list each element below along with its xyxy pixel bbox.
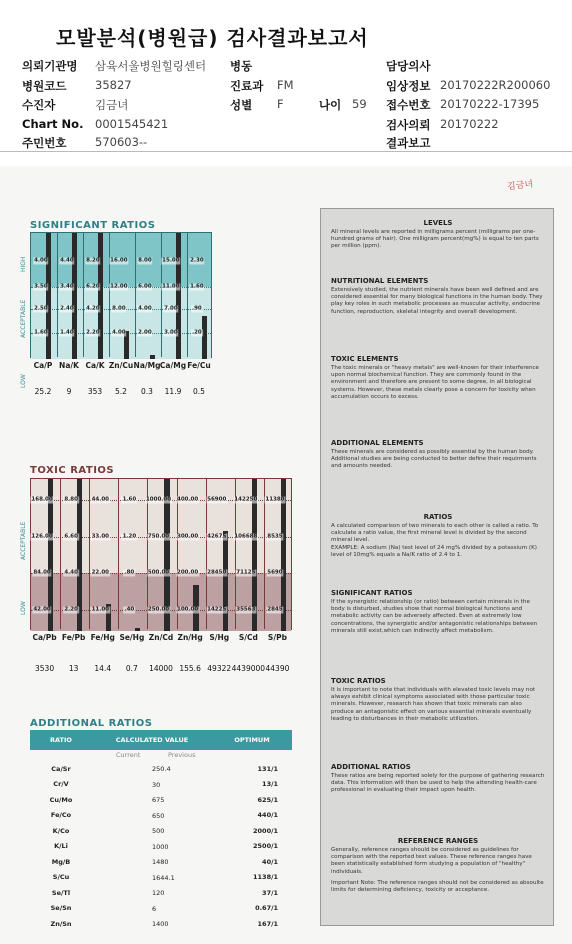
request-label: 검사의뢰 (386, 118, 431, 132)
toxic-value-label: 0.7 (125, 664, 138, 673)
significant-tick-label: 4.00 (138, 305, 152, 312)
toxic-tick-label: 2.20 (64, 606, 78, 613)
dept-label: 진료과 (230, 79, 264, 93)
significant-value-label: 11.9 (164, 387, 182, 396)
significant-tick-label: 3.40 (60, 283, 74, 290)
ratio-cell: Fe/Co (50, 811, 72, 820)
toxic-tick-label: 44.00 (91, 496, 109, 503)
significant-column-divider (83, 233, 84, 357)
toxic-ratios-text: It is important to note that individuals with elevated toxic levels may not always exhibit clinical symptoms associated with those particular toxic minerals. However, research has shown that toxic minerals can also produce an antagonistic effect on various essential minerals eventually leading to disturbances in their metabolic utilization. (331, 687, 536, 722)
additional-elements-title: ADDITIONAL ELEMENTS (331, 439, 424, 447)
toxic-category-label: Ca/Pb (32, 633, 57, 642)
toxic-value-label: 13 (68, 664, 79, 673)
significant-tick-label: 3.00 (164, 329, 178, 336)
significant-column-divider (109, 233, 110, 357)
toxic-tick-label: 33.00 (91, 533, 109, 540)
dept-value: FM (277, 78, 294, 92)
col-calculated: CALCULATED VALUE (115, 736, 189, 744)
toxic-column-divider (60, 479, 61, 629)
request-value: 20170222 (440, 117, 499, 131)
toxic-value-label: 44390 (265, 664, 290, 673)
ratio-cell: K/Co (52, 826, 70, 835)
ratio-cell: Ca/Sr (51, 764, 71, 773)
optimum-cell: 167/1 (257, 919, 278, 928)
optimum-cell: 2000/1 (253, 826, 278, 835)
levels-title: LEVELS (423, 219, 453, 227)
chart-no-label: Chart No. (22, 117, 84, 131)
col-optimum: OPTIMUM (234, 736, 270, 744)
ratios-title: RATIOS (423, 513, 453, 521)
receipt-label: 접수번호 (386, 98, 431, 112)
significant-value-label: 25.2 (34, 387, 52, 396)
significant-tick-label: 2.40 (60, 305, 74, 312)
toxic-category-label: Fe/Hg (90, 633, 115, 642)
receipt-value: 20170222-17395 (440, 97, 540, 111)
significant-tick-label: 4.40 (60, 257, 74, 264)
toxic-elements-text: The toxic minerals or "heavy metals" are well-known for their interference upon normal biochemical function. They are commonly found in the environment and therefore are present to some degree, in all biological systems. However, these metals clearly pose a concern for toxicity when accumulation occurs to excess. (331, 365, 540, 400)
significant-category-label: Ca/K (85, 361, 105, 370)
table-row (30, 854, 292, 870)
significant-tick-label: 1.60 (34, 329, 48, 336)
significant-tick-label: 8.20 (86, 257, 100, 264)
significant-category-label: Ca/Mg (159, 361, 187, 370)
toxic-tick-label: .40 (124, 606, 135, 613)
additional-ratios-table (30, 730, 292, 932)
toxic-tick-label: 142250 (234, 496, 258, 503)
toxic-tick-label: 126.00 (31, 533, 53, 540)
doctor-label: 담당의사 (386, 59, 431, 73)
significant-column-divider (187, 233, 188, 357)
levels-text: All mineral levels are reported in milligrams percent (milligrams per one-hundred grams of hair). One milligram percent(mg%) is equal to ten parts per million (ppm). (331, 229, 539, 250)
ratios-example: EXAMPLE: A sodium (Na) test level of 24 mg% divided by a potassium (K) level of 10mg% equals a Na/K ratio of 2.4 to 1. (331, 544, 537, 558)
toxic-tick-label: 8535 (267, 533, 283, 540)
toxic-ratios-heading: TOXIC RATIOS (331, 677, 386, 685)
current-value-cell: 250.4 (152, 765, 171, 773)
significant-column-divider (135, 233, 136, 357)
toxic-tick-label: 200.00 (176, 569, 199, 576)
significant-tick-label: 11.00 (162, 283, 180, 290)
reference-ranges-text: Generally, reference ranges should be considered as guidelines for comparison with the reported test values. These reference ranges have been statistically established form studying a population of "healthy" individuals. (331, 847, 532, 875)
significant-tick-label: 4.20 (86, 305, 100, 312)
code-value: 35827 (95, 78, 132, 92)
significant-tick-label: 15.00 (162, 257, 180, 264)
toxic-category-label: Zn/Hg (177, 633, 203, 642)
optimum-cell: 37/1 (262, 888, 278, 897)
clinical-value: 20170222R200060 (440, 78, 551, 92)
toxic-tick-label: 250.00 (147, 606, 170, 613)
significant-value-label: 5.2 (115, 387, 127, 396)
significant-tick-label: 8.00 (138, 257, 152, 264)
toxic-tick-label: 4.40 (64, 569, 78, 576)
chart-no-value: 0001545421 (95, 117, 169, 131)
col-ratio: RATIO (50, 736, 72, 744)
optimum-cell: 40/1 (262, 857, 278, 866)
institution-value: 삼육서울병원힐링센터 (95, 59, 207, 73)
current-value-cell: 1644.1 (152, 873, 175, 882)
zone-label-low: LOW (20, 374, 27, 388)
toxic-category-label: S/Hg (209, 633, 230, 642)
significant-zone-band (31, 287, 211, 359)
current-value-cell: 30 (152, 780, 161, 789)
toxic-tick-label: 400.00 (176, 496, 199, 503)
optimum-cell: 625/1 (257, 795, 278, 804)
zone-label-acceptable: ACCEPTABLE (20, 299, 27, 338)
significant-bar (72, 233, 77, 359)
significant-value-label: 0.3 (141, 387, 153, 396)
toxic-tick-label: 168.00 (31, 496, 53, 503)
rrn-label: 주민번호 (22, 136, 67, 150)
significant-bar (150, 355, 155, 359)
significant-category-label: Na/K (59, 361, 79, 370)
table-row (30, 901, 292, 917)
zone-label-high: HIGH (20, 256, 27, 272)
toxic-value-label: 14000 (149, 664, 173, 673)
toxic-value-label: 4439000 (231, 664, 266, 673)
toxic-tick-label: 5690 (267, 569, 283, 576)
toxic-tick-label: 11.00 (91, 606, 109, 613)
toxic-tick-label: 106688 (234, 533, 258, 540)
toxic-category-label: Se/Hg (119, 633, 145, 642)
toxic-tick-label: 11380 (265, 496, 285, 503)
toxic-bar (135, 628, 140, 631)
optimum-cell: 2500/1 (253, 842, 278, 851)
toxic-value-label: 49322 (207, 664, 232, 673)
significant-category-label: Fe/Cu (187, 361, 211, 370)
significant-tick-label: 12.00 (110, 283, 128, 290)
result-label: 결과보고 (386, 136, 431, 150)
recipient-label: 수진자 (22, 98, 56, 112)
table-row (30, 870, 292, 886)
significant-category-label: Zn/Cu (108, 361, 134, 370)
toxic-plot-area (30, 478, 292, 630)
toxic-tick-label: 42.00 (33, 606, 51, 613)
significant-tick-label: 4.00 (34, 257, 48, 264)
zone-label-acceptable-toxic: ACCEPTABLE (20, 521, 27, 560)
significant-category-label: Na/Mg (133, 361, 161, 370)
toxic-tick-label: 750.00 (147, 533, 170, 540)
optimum-cell: 440/1 (257, 811, 278, 820)
explanation-panel (320, 208, 554, 926)
significant-bar (176, 233, 181, 359)
significant-tick-label: 6.00 (138, 283, 152, 290)
ratio-cell: Se/Tl (51, 888, 71, 897)
current-value-cell: 500 (152, 827, 165, 835)
toxic-tick-label: 35563 (236, 606, 256, 613)
institution-label: 의뢰기관명 (22, 59, 78, 73)
toxic-category-label: Fe/Pb (61, 633, 86, 642)
toxic-tick-label: 71125 (236, 569, 256, 576)
ratio-cell: Cr/V (53, 780, 69, 789)
significant-tick-label: 2.50 (34, 305, 48, 312)
additional-ratios-text: These ratios are being reported solely for the purpose of gathering research data. This information will then be used to help the attending health-care professional in evaluating their impact upon health. (331, 773, 545, 794)
nutritional-title: NUTRITIONAL ELEMENTS (331, 277, 429, 285)
ratio-cell: S/Cu (52, 873, 70, 882)
reference-ranges-note: Important Note: The reference ranges should not be considered as absoulte limits for determining deficiency, toxicity or acceptance. (331, 879, 544, 894)
zone-label-low-toxic: LOW (20, 601, 27, 615)
optimum-cell: 0.67/1 (255, 904, 278, 913)
significant-tick-label: 4.00 (112, 329, 126, 336)
toxic-value-label: 3530 (35, 664, 55, 673)
toxic-bar (223, 531, 228, 631)
toxic-value-label: 14.4 (94, 664, 112, 673)
significant-plot-area (30, 232, 212, 358)
toxic-category-label: S/Cd (238, 633, 258, 642)
optimum-cell: 131/1 (257, 764, 278, 773)
significant-column-divider (161, 233, 162, 357)
additional-ratios-heading: ADDITIONAL RATIOS (331, 763, 411, 771)
ward-label: 병동 (230, 59, 253, 73)
significant-tick-label: 6.20 (86, 283, 100, 290)
toxic-tick-label: 84.00 (33, 569, 51, 576)
significant-ratios-title: SIGNIFICANT RATIOS (30, 220, 156, 231)
significant-ratios-heading: SIGNIFICANT RATIOS (331, 589, 413, 597)
ratio-cell: K/Li (54, 842, 68, 851)
significant-value-label: 9 (66, 387, 72, 396)
current-value-cell: 1480 (152, 858, 169, 866)
clinical-label: 임상정보 (386, 79, 431, 93)
sub-current: Current (116, 751, 141, 759)
nutritional-text: Extensively studied, the nutrient minerals have been well defined and are considered essential for many biological functions in the human body. They play key roles in such metabolic processes as muscular activity, endocrine function, reproduction, skeletal integrity and overall development. (331, 287, 543, 315)
toxic-tick-label: 14225 (207, 606, 227, 613)
code-label: 병원코드 (22, 79, 67, 93)
table-row (30, 777, 292, 793)
significant-column-divider (57, 233, 58, 357)
significant-tick-label: .20 (192, 329, 202, 336)
age-value: 59 (352, 97, 367, 111)
current-value-cell: 6 (152, 904, 157, 913)
significant-tick-label: 16.00 (110, 257, 128, 264)
significant-tick-label: 2.00 (138, 329, 152, 336)
sex-value: F (277, 97, 284, 111)
significant-tick-label: 3.50 (34, 283, 48, 290)
toxic-column-divider (118, 479, 119, 629)
sex-label: 성별 (230, 98, 253, 112)
sub-previous: Previous (168, 751, 196, 759)
table-row (30, 761, 292, 777)
table-row (30, 839, 292, 855)
toxic-category-label: S/Pb (267, 633, 287, 642)
report-title: 모발분석(병원급) 검사결과보고서 (56, 26, 369, 50)
optimum-cell: 13/1 (262, 780, 278, 789)
significant-tick-label: 7.00 (164, 305, 178, 312)
table-row (30, 808, 292, 824)
table-row (30, 885, 292, 901)
ratios-text: A calculated comparison of two minerals to each other is called a ratio. To calculate a ratio value, the first mineral level is divided by the second mineral level. (331, 523, 539, 544)
toxic-tick-label: 56900 (207, 496, 227, 503)
toxic-tick-label: 22.00 (91, 569, 109, 576)
optimum-cell: 1138/1 (253, 873, 278, 882)
current-value-cell: 1000 (152, 842, 169, 851)
significant-tick-label: 8.00 (112, 305, 126, 312)
significant-value-label: 0.5 (193, 387, 205, 396)
toxic-tick-label: 8.80 (64, 496, 78, 503)
toxic-value-label: 155.6 (179, 664, 201, 673)
ratio-cell: Se/Sn (50, 904, 72, 913)
significant-bar (202, 316, 207, 359)
additional-ratios-title: ADDITIONAL RATIOS (30, 718, 153, 729)
toxic-tick-label: 500.00 (147, 569, 170, 576)
additional-elements-text: These minerals are considered as possibly essential by the human body. Additional studies are being conducted to better define their requirments and amounts needed. (331, 449, 537, 470)
significant-tick-label: .90 (192, 305, 202, 312)
table-row (30, 792, 292, 808)
toxic-tick-label: 300.00 (176, 533, 199, 540)
table-row (30, 916, 292, 932)
current-value-cell: 650 (152, 811, 165, 820)
significant-bar (98, 233, 103, 359)
toxic-category-label: Zn/Cd (148, 633, 174, 642)
patient-signature: 김금녀 (506, 179, 534, 193)
significant-bar (46, 233, 51, 359)
age-label: 나이 (319, 98, 342, 112)
ratio-cell: Mg/B (51, 857, 71, 866)
toxic-tick-label: 1.20 (122, 533, 137, 540)
ratio-cell: Zn/Sn (50, 919, 72, 928)
toxic-tick-label: 1000.00 (145, 496, 172, 503)
toxic-tick-label: .80 (124, 569, 135, 576)
current-value-cell: 120 (152, 889, 165, 897)
significant-tick-label: 1.60 (190, 283, 204, 290)
toxic-elements-title: TOXIC ELEMENTS (331, 355, 399, 363)
toxic-tick-label: 2845 (267, 606, 283, 613)
current-value-cell: 675 (152, 796, 165, 804)
significant-tick-label: 2.20 (86, 329, 100, 336)
toxic-tick-label: 1.60 (122, 496, 137, 503)
significant-ratios-chart (30, 232, 212, 396)
significant-ratios-text: If the synergistic relationship (or ratio) between certain minerals in the body is disturbed, studies show that normal biological functions and metabolic activity can be adversely affected. Even at extremely low concentrations, the synergistic and/or antagonistic relationships between minerals still exist,which can indirectly affect metabolism. (331, 599, 538, 634)
toxic-tick-label: 28450 (207, 569, 227, 576)
significant-tick-label: 2.30 (190, 257, 204, 264)
table-row (30, 823, 292, 839)
ratio-cell: Cu/Mo (49, 795, 73, 804)
report-header (0, 0, 572, 152)
recipient-value: 김금녀 (95, 98, 129, 112)
toxic-ratios-chart (30, 478, 292, 673)
significant-tick-label: 1.40 (60, 329, 74, 336)
significant-value-label: 353 (87, 387, 103, 396)
current-value-cell: 1400 (152, 920, 169, 928)
toxic-ratios-title: TOXIC RATIOS (30, 465, 115, 476)
rrn-value: 570603-- (95, 135, 148, 149)
significant-category-label: Ca/P (33, 361, 53, 370)
toxic-tick-label: 6.60 (64, 533, 78, 540)
toxic-tick-label: 42675 (207, 533, 227, 540)
reference-ranges-title: REFERENCE RANGES (397, 837, 479, 845)
toxic-tick-label: 100.00 (176, 606, 199, 613)
